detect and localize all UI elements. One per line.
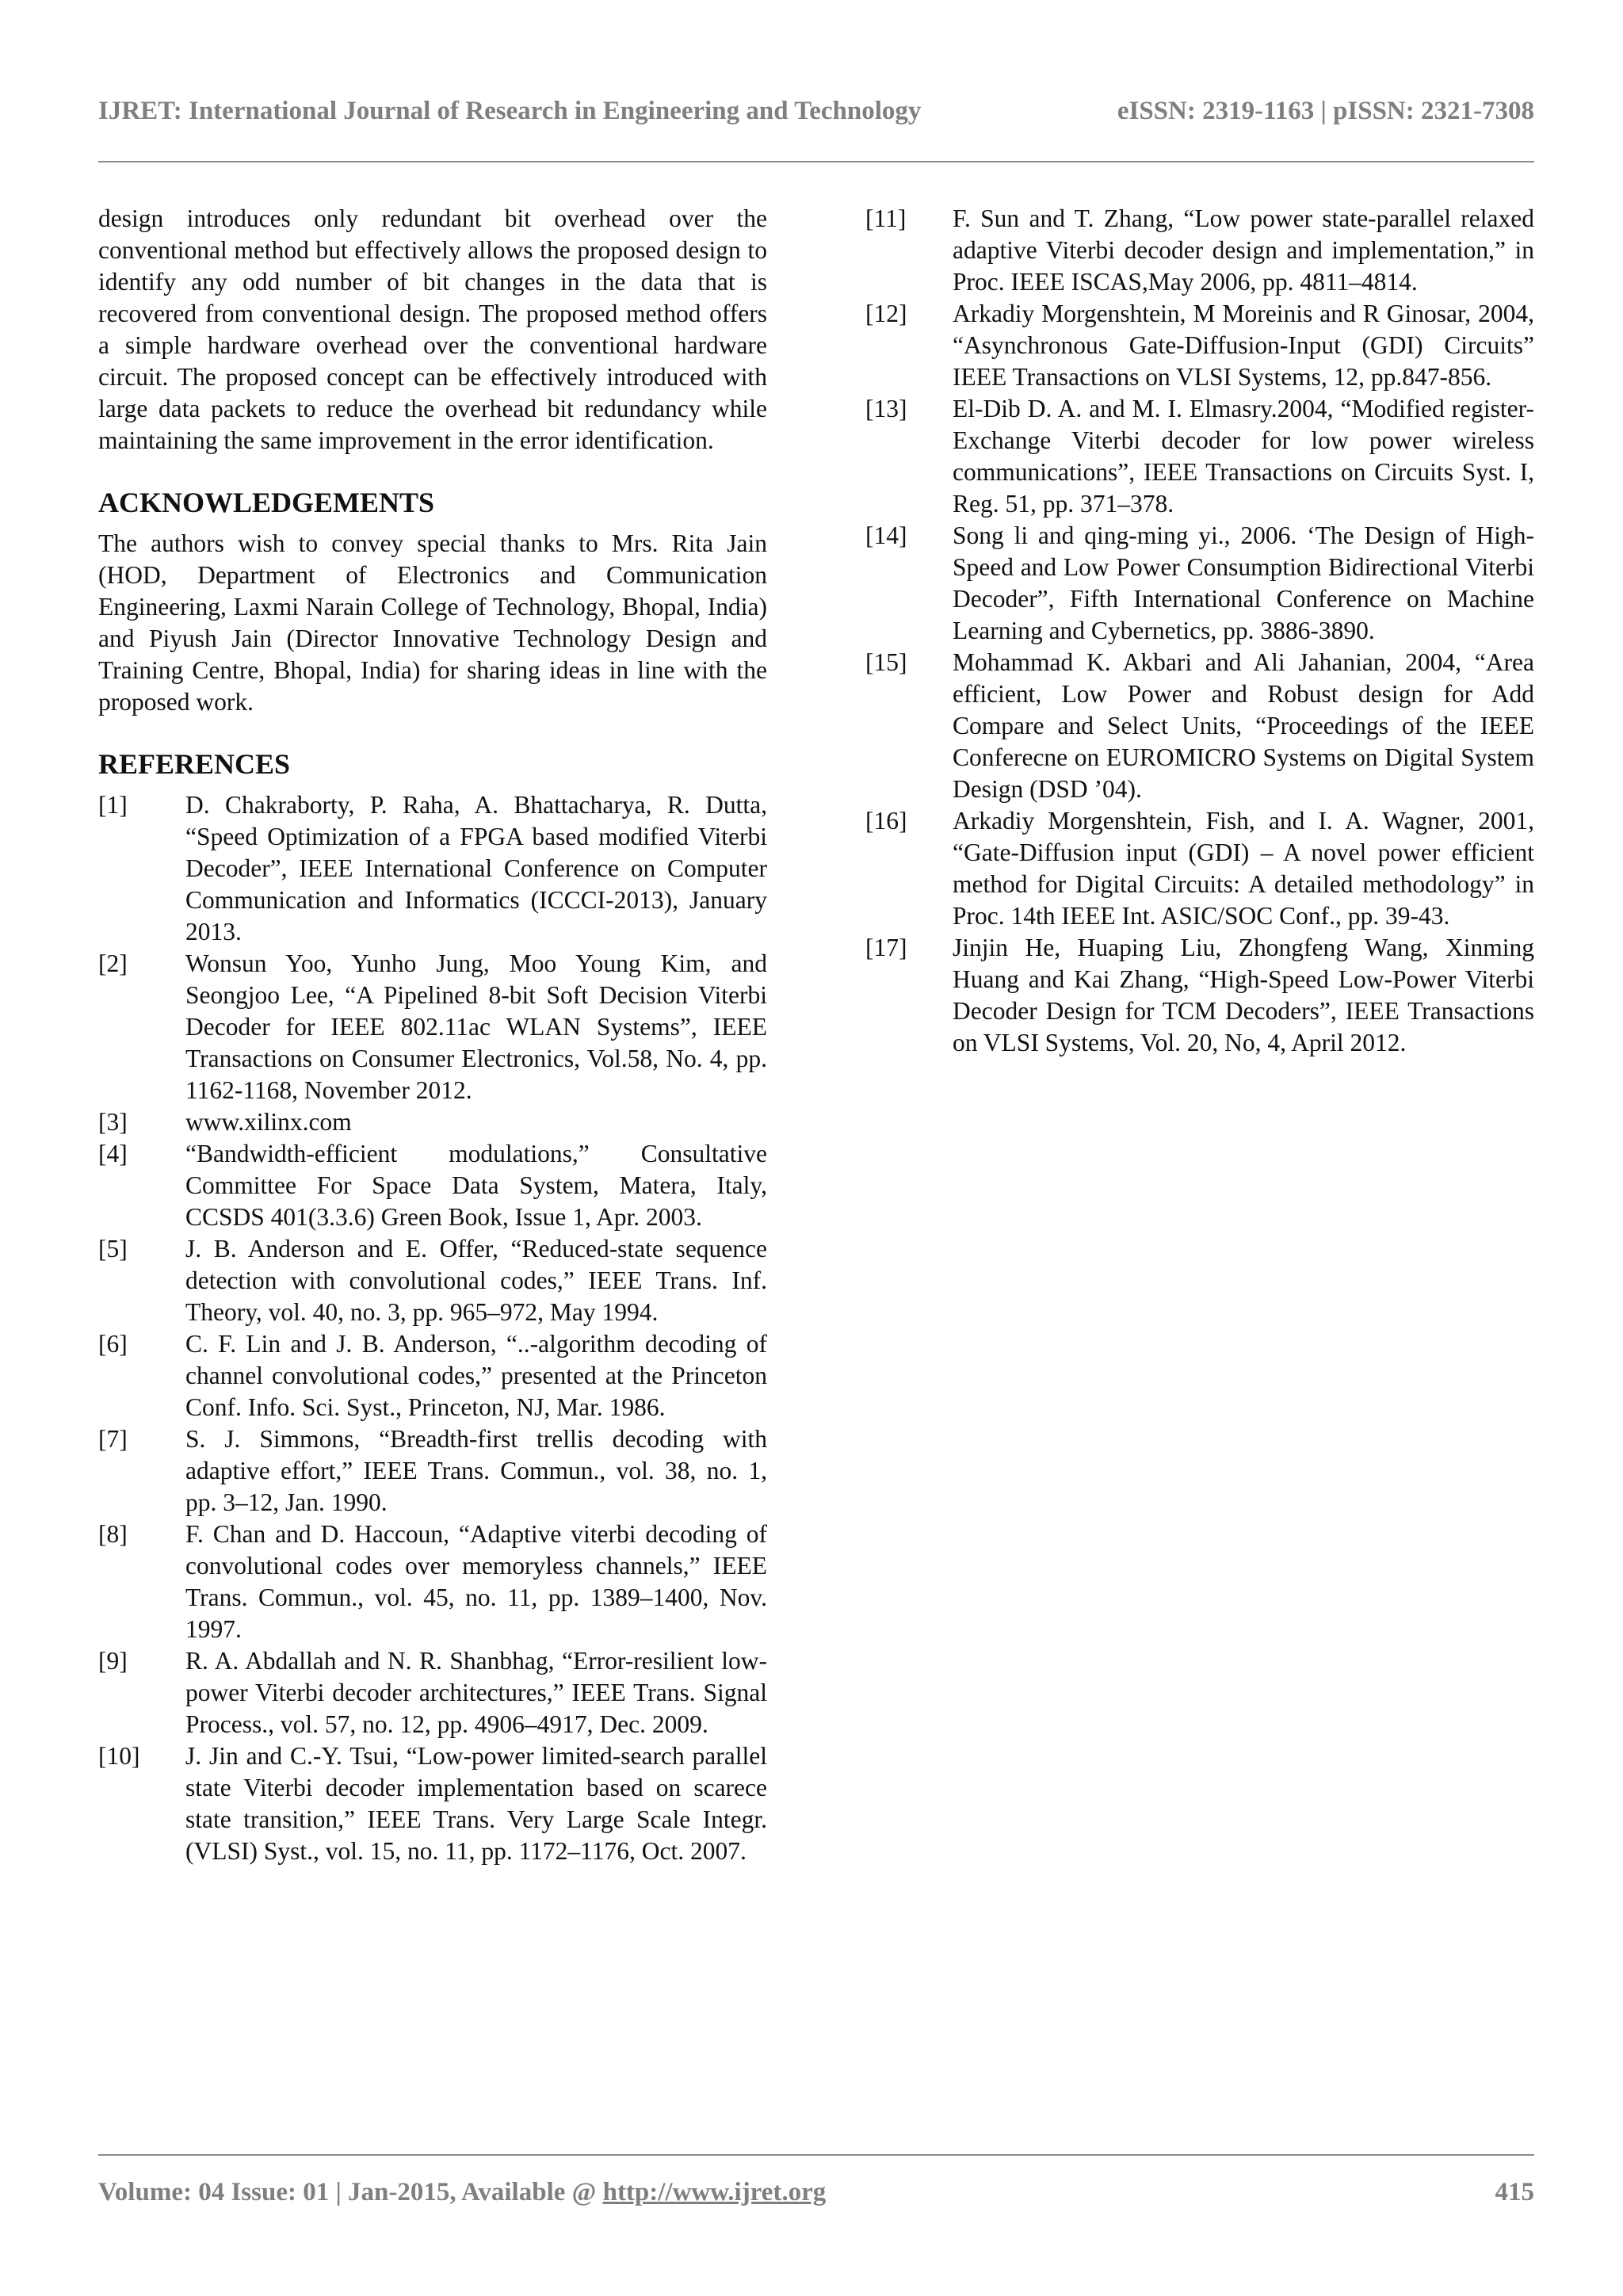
footer-volume-text: Volume: 04 Issue: 01 | Jan-2015, Available @ — [98, 2178, 603, 2206]
page-header — [98, 97, 1534, 133]
reference-item — [865, 805, 1534, 932]
reference-number: [6] — [98, 1330, 128, 1358]
reference-item — [98, 1645, 767, 1740]
reference-item — [98, 1138, 767, 1233]
issn-info: eISSN: 2319-1163 | pISSN: 2321-7308 — [1117, 97, 1534, 125]
reference-item — [98, 1519, 767, 1645]
reference-text: Wonsun Yoo, Yunho Jung, Moo Young Kim, and Seongjoo Lee, “A Pipelined 8-bit Soft Decision Viterbi Decoder for IEEE 802.11ac WLAN Systems”, IEEE Transactions on Consumer Electronics, Vol.58, No. 4, pp. 1162-1168, November 2012. — [185, 949, 767, 1104]
left-column — [98, 203, 767, 1867]
reference-text: Mohammad K. Akbari and Ali Jahanian, 2004, “Area efficient, Low Power and Robust design for Add Compare and Select Units, “Proceedings of the IEEE Conferecne on EUROMICRO Systems on Digital System Design (DSD ’04). — [953, 648, 1534, 803]
reference-text: Arkadiy Morgenshtein, Fish, and I. A. Wagner, 2001, “Gate-Diffusion input (GDI) – A novel power efficient method for Digital Circuits: A detailed methodology” in Proc. 14th IEEE Int. ASIC/SOC Conf., pp. 39-43. — [953, 807, 1534, 930]
reference-item — [98, 1423, 767, 1519]
reference-number: [1] — [98, 791, 128, 819]
reference-text: J. Jin and C.-Y. Tsui, “Low-power limited-search parallel state Viterbi decoder implementation based on scarece state transition,” IEEE Trans. Very Large Scale Integr. (VLSI) Syst., vol. 15, no. 11, pp. 1172–1176, Oct. 2007. — [185, 1742, 767, 1865]
reference-item — [865, 520, 1534, 647]
reference-text: El-Dib D. A. and M. I. Elmasry.2004, “Modified register-Exchange Viterbi decoder for low power wireless communications”, IEEE Transactions on Circuits Syst. I, Reg. 51, pp. 371–378. — [953, 395, 1534, 518]
right-column — [865, 203, 1534, 1059]
reference-text: D. Chakraborty, P. Raha, A. Bhattacharya, R. Dutta, “Speed Optimization of a FPGA based modified Viterbi Decoder”, IEEE International Conference on Computer Communication and Informatics (ICCCI-2013), January 2013. — [185, 791, 767, 946]
reference-number: [16] — [865, 807, 907, 835]
reference-number: [4] — [98, 1140, 128, 1167]
reference-item — [865, 647, 1534, 805]
reference-number: [5] — [98, 1235, 128, 1263]
reference-item — [865, 393, 1534, 520]
acknowledgements-text: The authors wish to convey special thanks to Mrs. Rita Jain (HOD, Department of Electronics and Communication Engineering, Laxmi Narain College of Technology, Bhopal, India) and Piyush Jain (Director Innovative Technology Design and Training Centre, Bhopal, India) for sharing ideas in line with the proposed work. — [98, 529, 767, 716]
reference-number: [11] — [865, 204, 907, 232]
reference-item — [865, 932, 1534, 1059]
reference-item — [865, 298, 1534, 393]
reference-number: [8] — [98, 1520, 128, 1548]
reference-number: [7] — [98, 1425, 128, 1453]
reference-text: C. F. Lin and J. B. Anderson, “..-algorithm decoding of channel convolutional codes,” presented at the Princeton Conf. Info. Sci. Syst., Princeton, NJ, Mar. 1986. — [185, 1330, 767, 1421]
reference-number: [2] — [98, 949, 128, 977]
reference-item — [865, 203, 1534, 298]
footer-volume — [98, 2178, 826, 2207]
reference-item — [98, 1740, 767, 1867]
reference-number: [17] — [865, 934, 907, 961]
references-heading: REFERENCES — [98, 748, 291, 780]
footer-divider — [98, 2154, 1534, 2156]
acknowledgements-heading: ACKNOWLEDGEMENTS — [98, 487, 435, 518]
reference-item — [98, 1106, 767, 1138]
reference-text: R. A. Abdallah and N. R. Shanbhag, “Error-resilient low-power Viterbi decoder architectures,” IEEE Trans. Signal Process., vol. 57, no. 12, pp. 4906–4917, Dec. 2009. — [185, 1647, 767, 1738]
reference-item — [98, 948, 767, 1106]
reference-number: [9] — [98, 1647, 128, 1675]
page-number: 415 — [1495, 2178, 1534, 2206]
intro-paragraph: design introduces only redundant bit overhead over the conventional method but effectively allows the proposed design to identify any odd number of bit changes in the data that is recovered from conventional design. The proposed method offers a simple hardware overhead over the conventional hardware circuit. The proposed concept can be effectively introduced with large data packets to reduce the overhead bit redundancy while maintaining the same improvement in the error identification. — [98, 204, 767, 454]
reference-number: [12] — [865, 300, 907, 327]
reference-text: www.xilinx.com — [185, 1108, 352, 1136]
reference-number: [10] — [98, 1742, 140, 1770]
header-divider — [98, 161, 1534, 162]
reference-text: Jinjin He, Huaping Liu, Zhongfeng Wang, Xinming Huang and Kai Zhang, “High-Speed Low-Power Viterbi Decoder Design for TCM Decoders”, IEEE Transactions on VLSI Systems, Vol. 20, No, 4, April 2012. — [953, 934, 1534, 1056]
reference-number: [3] — [98, 1108, 128, 1136]
reference-item — [98, 1328, 767, 1423]
page-footer — [98, 2178, 1534, 2214]
references-list-right — [865, 203, 1534, 1059]
reference-text: F. Sun and T. Zhang, “Low power state-parallel relaxed adaptive Viterbi decoder design and implementation,” in Proc. IEEE ISCAS,May 2006, pp. 4811–4814. — [953, 204, 1534, 296]
references-list-left — [98, 789, 767, 1867]
reference-text: Arkadiy Morgenshtein, M Moreinis and R Ginosar, 2004, “Asynchronous Gate-Diffusion-Input (GDI) Circuits” IEEE Transactions on VLSI Systems, 12, pp.847-856. — [953, 300, 1534, 391]
reference-text: F. Chan and D. Haccoun, “Adaptive viterbi decoding of convolutional codes over memoryless channels,” IEEE Trans. Commun., vol. 45, no. 11, pp. 1389–1400, Nov. 1997. — [185, 1520, 767, 1643]
journal-url-link[interactable]: http://www.ijret.org — [602, 2178, 827, 2206]
reference-text: S. J. Simmons, “Breadth-first trellis decoding with adaptive effort,” IEEE Trans. Commun., vol. 38, no. 1, pp. 3–12, Jan. 1990. — [185, 1425, 767, 1516]
reference-text: “Bandwidth-efficient modulations,” Consultative Committee For Space Data System, Matera, Italy, CCSDS 401(3.3.6) Green Book, Issue 1, Apr. 2003. — [185, 1140, 767, 1231]
reference-text: Song li and qing-ming yi., 2006. ‘The Design of High-Speed and Low Power Consumption Bidirectional Viterbi Decoder”, Fifth International Conference on Machine Learning and Cybernetics, pp. 3886-3890. — [953, 521, 1534, 644]
reference-number: [15] — [865, 648, 907, 676]
reference-text: J. B. Anderson and E. Offer, “Reduced-state sequence detection with convolutional codes,” IEEE Trans. Inf. Theory, vol. 40, no. 3, pp. 965–972, May 1994. — [185, 1235, 767, 1326]
reference-number: [13] — [865, 395, 907, 422]
reference-number: [14] — [865, 521, 907, 549]
reference-item — [98, 789, 767, 948]
reference-item — [98, 1233, 767, 1328]
journal-title: IJRET: International Journal of Research in Engineering and Technology — [98, 97, 922, 125]
